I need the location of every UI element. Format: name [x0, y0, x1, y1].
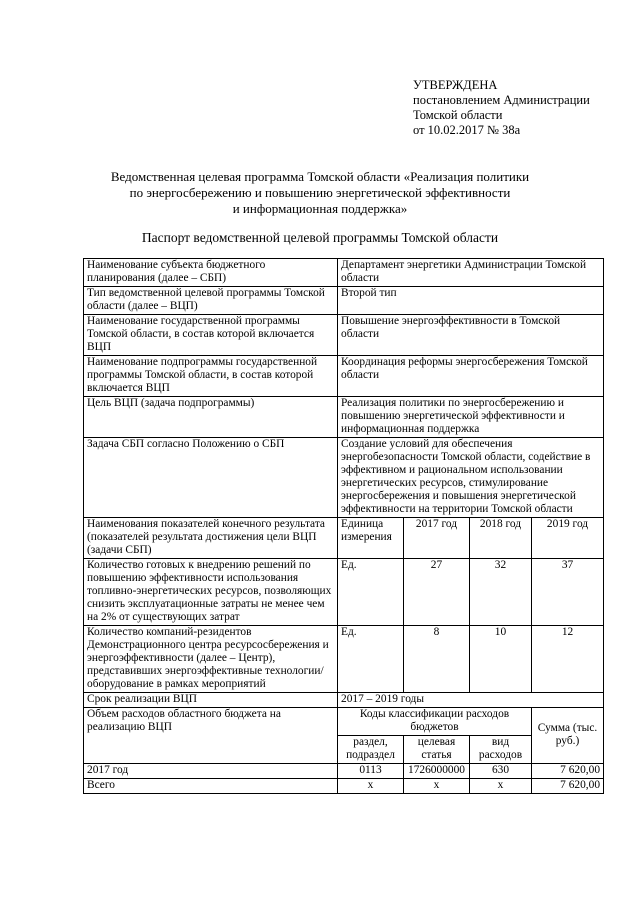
- indicators-header-2017: 2017 год: [404, 518, 470, 559]
- task-value: Создание условий для обеспечения энергобезопасности Томской области, содействие в эффективном и рациональном использовании энергетических ресурсов, стимулирование энергосбережения и повышения энергетической эффективности на территории Томской области: [338, 438, 604, 518]
- indicator-2017: 27: [404, 559, 470, 626]
- budget-row: [84, 779, 604, 794]
- indicator-unit: Ед.: [338, 626, 404, 693]
- table-row: [84, 693, 604, 708]
- indicator-unit: Ед.: [338, 559, 404, 626]
- indicator-2018: 10: [470, 626, 532, 693]
- indicators-header-label: Наименования показателей конечного результата (показателей результата достижения цели ВЦП (задачи СБП): [84, 518, 338, 559]
- indicators-header-row: [84, 518, 604, 559]
- budget-header-row: [84, 708, 604, 736]
- budget-row-label: 2017 год: [84, 764, 338, 779]
- goal-value: Реализация политики по энергосбережению и повышению энергетической эффективности и информационная поддержка: [338, 397, 604, 438]
- budget-row-section: 0113: [338, 764, 404, 779]
- indicator-2019: 12: [532, 626, 604, 693]
- budget-row-article: х: [404, 779, 470, 794]
- indicators-header-unit: Единица измерения: [338, 518, 404, 559]
- budget-col-kind: вид расходов: [470, 736, 532, 764]
- sbp-label: Наименование субъекта бюджетного планирования (далее – СБП): [84, 259, 338, 287]
- indicator-2019: 37: [532, 559, 604, 626]
- budget-row-sum: 7 620,00: [532, 779, 604, 794]
- state-program-label: Наименование государственной программы Томской области, в состав которой включается ВЦП: [84, 315, 338, 356]
- budget-codes-header: Коды классификации расходов бюджетов: [338, 708, 532, 736]
- budget-row-kind: 630: [470, 764, 532, 779]
- budget-row: [84, 764, 604, 779]
- type-label: Тип ведомственной целевой программы Томской области (далее – ВЦП): [84, 287, 338, 315]
- indicator-2017: 8: [404, 626, 470, 693]
- period-value: 2017 – 2019 годы: [338, 693, 604, 708]
- sbp-value: Департамент энергетики Администрации Томской области: [338, 259, 604, 287]
- table-row: [84, 259, 604, 287]
- subprogram-label: Наименование подпрограммы государственной программы Томской области, в состав которой включается ВЦП: [84, 356, 338, 397]
- indicator-name: Количество компаний-резидентов Демонстрационного центра ресурсосбережения и энергоэффективности (далее – Центр), представивших энергоэффективные технологии/оборудование в рамках мероприятий: [84, 626, 338, 693]
- budget-sum-header: Сумма (тыс. руб.): [532, 708, 604, 764]
- budget-col-section: раздел, подраздел: [338, 736, 404, 764]
- approval-heading: УТВЕРЖДЕНА: [413, 78, 498, 92]
- indicator-row: [84, 626, 604, 693]
- approval-decree: постановлением Администрации: [413, 93, 590, 107]
- period-label: Срок реализации ВЦП: [84, 693, 338, 708]
- budget-row-kind: х: [470, 779, 532, 794]
- approval-stamp: [413, 78, 590, 138]
- document-title: [60, 169, 580, 217]
- indicator-2018: 32: [470, 559, 532, 626]
- indicator-name: Количество готовых к внедрению решений по повышению эффективности использования топливно-энергетических ресурсов, позволяющих снизить эксплуатационные затраты не менее чем на 2% от существующих затрат: [84, 559, 338, 626]
- table-row: [84, 287, 604, 315]
- table-row: [84, 356, 604, 397]
- table-row: [84, 315, 604, 356]
- state-program-value: Повышение энергоэффективности в Томской области: [338, 315, 604, 356]
- budget-row-label: Всего: [84, 779, 338, 794]
- table-row: [84, 397, 604, 438]
- passport-table: [83, 258, 604, 794]
- budget-row-sum: 7 620,00: [532, 764, 604, 779]
- indicator-row: [84, 559, 604, 626]
- indicators-header-2019: 2019 год: [532, 518, 604, 559]
- indicators-header-2018: 2018 год: [470, 518, 532, 559]
- passport-subtitle: Паспорт ведомственной целевой программы Томской области: [141, 230, 499, 245]
- budget-col-article: целевая статья: [404, 736, 470, 764]
- title-line-2: по энергосбережению и повышению энергетической эффективности: [129, 185, 511, 200]
- budget-row-article: 1726000000: [404, 764, 470, 779]
- table-row: [84, 438, 604, 518]
- goal-label: Цель ВЦП (задача подпрограммы): [84, 397, 338, 438]
- title-line-3: и информационная поддержка»: [232, 201, 408, 216]
- subprogram-value: Координация реформы энергосбережения Томской области: [338, 356, 604, 397]
- budget-row-section: х: [338, 779, 404, 794]
- approval-region: Томской области: [413, 108, 503, 122]
- budget-label: Объем расходов областного бюджета на реализацию ВЦП: [84, 708, 338, 764]
- approval-date: от 10.02.2017 № 38а: [413, 123, 521, 137]
- task-label: Задача СБП согласно Положению о СБП: [84, 438, 338, 518]
- type-value: Второй тип: [338, 287, 604, 315]
- title-line-1: Ведомственная целевая программа Томской области «Реализация политики: [110, 169, 530, 184]
